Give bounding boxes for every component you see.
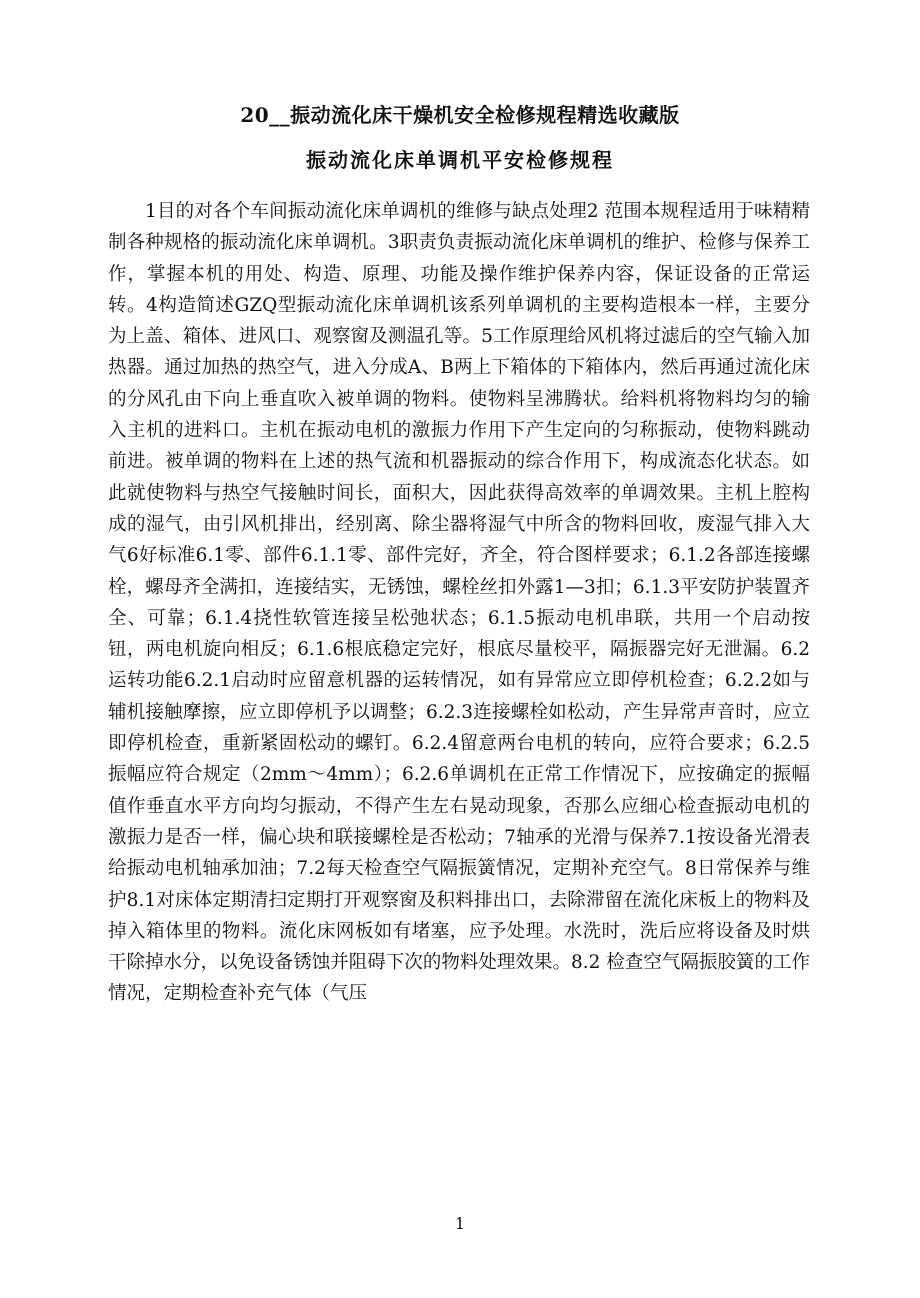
page-number: 1 [454,1214,466,1233]
document-subtitle: 振动流化床单调机平安检修规程 [306,148,614,172]
document-title: 20__振动流化床干燥机安全检修规程精选收藏版 [240,103,680,127]
body-paragraph: 1目的对各个车间振动流化床单调机的维修与缺点处理2 范围本规程适用于味精精制各种规格的振动流化床单调机。3职责负责振动流化床单调机的维护、检修与保养工作，掌握本机的用处、构造、原理、功能及操作维护保养内容，保证设备的正常运转。4构造简述GZQ型振动流化床单调机该系列单调机的主要构造根本一样，主要分为上盖、箱体、进风口、观察窗及测温孔等。5工作原理给风机将过滤后的空气输入加热器。通过加热的热空气，进入分成A、B两上下箱体的下箱体内，然后再通过流化床的分风孔由下向上垂直吹入被单调的物料。使物料呈沸腾状。给料机将物料均匀的输入主机的进料口。主机在振动电机的激振力作用下产生定向的匀称振动，使物料跳动前进。被单调的物料在上述的热气流和机器振动的综合作用下，构成流态化状态。如此就使物料与热空气接触时间长，面积大，因此获得高效率的单调效果。主机上腔构成的湿气，由引风机排出，经别离、除尘器将湿气中所含的物料回收，废湿气排入大气6好标准6.1零、部件6.1.1零、部件完好，齐全，符合图样要求；6.1.2各部连接螺栓，螺母齐全满扣，连接结实，无锈蚀，螺栓丝扣外露1—3扣；6.1.3平安防护装置齐全、可靠；6.1.4挠性软管连接呈松弛状态；6.1.5振动电机串联，共用一个启动按钮，两电机旋向相反；6.1.6根底稳定完好，根底尽量校平，隔振器完好无泄漏。6.2运转功能6.2.1启动时应留意机器的运转情况，如有异常应立即停机检查；6.2.2如与辅机接触摩擦，应立即停机予以调整；6.2.3连接螺栓如松动，产生异常声音时，应立即停机检查，重新紧固松动的螺钉。6.2.4留意两台电机的转向，应符合要求；6.2.5振幅应符合规定（2mm～4mm）；6.2.6单调机在正常工作情况下，应按确定的振幅值作垂直水平方向均匀振动，不得产生左右晃动现象，否那么应细心检查振动电机的激振力是否一样，偏心块和联接螺栓是否松动；7轴承的光滑与保养7.1按设备光滑表给振动电机轴承加油；7.2每天检查空气隔振簧情况，定期补充空气。8日常保养与维护8.1对床体定期清扫定期打开观察窗及积料排出口，去除滞留在流化床板上的物料及掉入箱体里的物料。流化床网板如有堵塞，应予处理。水洗时，洗后应将设备及时烘干除掉水分，以免设备锈蚀并阻碍下次的物料处理效果。8.2 检查空气隔振胶簧的工作情况，定期检查补充气体（气压 [108,201,810,1005]
